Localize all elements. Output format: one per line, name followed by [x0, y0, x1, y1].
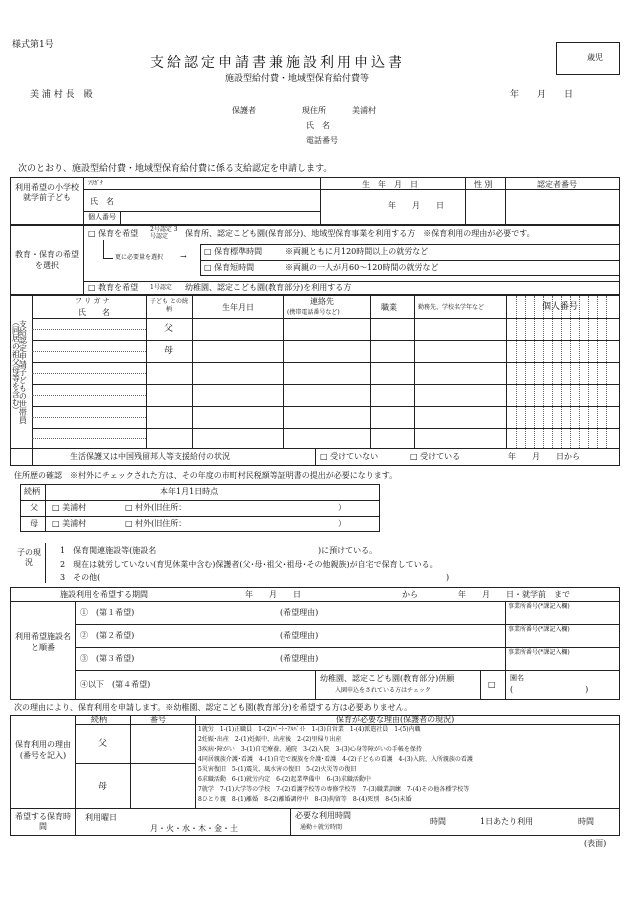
- need-hours[interactable]: 時間: [430, 817, 446, 826]
- reason-father-number-input[interactable]: [131, 725, 195, 763]
- reason-1: (希望理由): [280, 608, 319, 617]
- col-relation: 子ども との続柄: [150, 298, 188, 313]
- kinder-name-input[interactable]: ( ): [510, 685, 589, 694]
- child-name-label: 氏 名: [90, 197, 114, 206]
- standard-note: ※両親ともに月120時間以上の就労など: [285, 247, 429, 256]
- current-label: 子の現況: [17, 548, 41, 568]
- edu-type: 1号認定: [150, 284, 172, 291]
- reason-2: (希望理由): [280, 631, 319, 640]
- col-job: 職業: [381, 303, 397, 312]
- household-side-label-2: （同居の祖父母等を含む）: [11, 318, 21, 414]
- col-name: 氏 名: [78, 308, 110, 317]
- address-value[interactable]: 美浦村: [352, 106, 376, 115]
- address-label: 現住所: [302, 106, 326, 115]
- reason-father: 父: [98, 739, 108, 749]
- reason-col-number: 番号: [150, 715, 166, 724]
- col-contact: 連絡先: [310, 297, 334, 306]
- kinder-sub: 入園申込をされている方はチェック: [335, 687, 431, 694]
- reason-line: 6求職活動 6-(1)就労内定 6-(2)起業準備中 6-(3)求職活動中: [198, 776, 371, 783]
- sex-label: 性 別: [474, 180, 493, 189]
- col-personal-id: 個人番号: [542, 302, 579, 312]
- application-date[interactable]: 年 月 日: [510, 90, 574, 100]
- edu-desc: 幼稚園、認定こども園(教育部分)を利用する方: [185, 283, 352, 292]
- mother-out-village-checkbox[interactable]: □ 村外(旧住所：: [125, 519, 187, 528]
- care-desc: 保育所、認定こども園(保育部分)、地域型保育事業を利用する方 ※保育利用の理由が必要です。: [185, 229, 535, 238]
- facility-choice-4[interactable]: ④以下 (第４希望): [80, 680, 151, 689]
- care-type: 2号認定 3号認定: [150, 226, 178, 241]
- father-in-village-checkbox[interactable]: □ 美浦村: [52, 503, 87, 512]
- col-furigana: フ リ ガ ナ: [75, 297, 110, 305]
- facility-label: 利用希望施設名と順番: [15, 632, 71, 652]
- guardian-label: 保護者: [232, 106, 256, 115]
- household-table: [10, 295, 620, 466]
- reason-line: 8ひとり親 8-(1)離婚 8-(2)離婚調停中 8-(3)拘留等 8-(4)死別 8-(5)未婚: [198, 796, 412, 803]
- office-no-1: 事業所番号(*課記入欄): [508, 603, 570, 610]
- period-label: 施設利用を希望する期間: [60, 590, 148, 599]
- residence-col-relation: 続柄: [24, 487, 40, 496]
- child-id-label: 個人番号: [88, 213, 116, 221]
- welfare-no-checkbox[interactable]: □ 受けていない: [320, 452, 379, 461]
- short-time-checkbox[interactable]: □ 保育短時間: [204, 263, 255, 272]
- period-to[interactable]: 年 月 日・就学前 まで: [458, 590, 570, 599]
- residence-mother: 母: [30, 519, 38, 528]
- residence-father: 父: [30, 503, 38, 512]
- need-label: 必要な利用時間: [295, 811, 351, 820]
- kinder-checkbox[interactable]: □: [488, 680, 496, 689]
- relation-mother: 母: [164, 346, 174, 356]
- current-item-2[interactable]: 2 現在は就労していない(育児休業中含む)保護者(父･母･祖父･祖母･その他親族)が自宅で保育している。: [60, 560, 438, 569]
- birth-input[interactable]: 年 月 日: [388, 201, 444, 210]
- reason-col-relation: 続柄: [91, 715, 107, 724]
- welfare-date[interactable]: 年 月 日から: [508, 452, 580, 461]
- reason-col-reason: 保育が必要な理由(保護者の現況): [336, 715, 455, 724]
- reason-3: (希望理由): [280, 654, 319, 663]
- per-day-label: 1日あたり利用: [480, 817, 534, 826]
- short-note: ※両親の一人が月60～120時間の就労など: [285, 263, 439, 272]
- guardian-name-label: 氏 名: [306, 121, 330, 130]
- reason-line: 3疾病･障がい 3-(1)自宅療養、通院 3-(2)入院 3-(3)心身等障がいの手帳を保持: [198, 746, 422, 753]
- intro-text: 次のとおり、施設型給付費・地域型保育給付費に係る支給認定を申請します。: [18, 164, 333, 174]
- child-id-input[interactable]: [121, 212, 320, 225]
- current-item-1[interactable]: 1 保育関連施設等(施設名: [60, 546, 157, 555]
- reason-line: 2妊娠･出産 2-(1)妊娠中、出産後 2-(2)里帰り出産: [198, 736, 342, 743]
- col-birth: 生年月日: [222, 303, 254, 312]
- select-note: 更に必要量を選択: [115, 254, 164, 261]
- facility-choice-1[interactable]: ① (第１希望): [80, 608, 135, 617]
- father-out-village-checkbox[interactable]: □ 村外(旧住所：: [125, 503, 187, 512]
- reason-intro: 次の理由により、保育利用を申請します。※幼稚園、認定こども園(教育部分)を希望する方は必要ありません。: [14, 703, 413, 712]
- facility-choice-2[interactable]: ② (第２希望): [80, 631, 135, 640]
- addressee: 美 浦 村 長 殿: [30, 90, 93, 100]
- care-checkbox[interactable]: □ 保育を希望: [88, 229, 139, 238]
- time-label: 希望する保育時間: [15, 812, 71, 832]
- edu-checkbox[interactable]: □ 教育を希望: [88, 283, 139, 292]
- birth-label: 生 年 月 日: [362, 180, 418, 189]
- choice-label: 教育・保育の希望を選択: [15, 250, 79, 270]
- kinder-label: 幼稚園、認定こども園(教育部分)併願: [320, 674, 455, 683]
- residence-note: 住所歴の確認 ※村外にチェックされた方は、その年度の市町村民税額等証明書の提出が必要になります。: [14, 471, 398, 480]
- office-no-2: 事業所番号(*課記入欄): [508, 626, 570, 633]
- welfare-yes-checkbox[interactable]: □ 受けている: [410, 452, 461, 461]
- form-number: 様式第1号: [12, 40, 54, 50]
- furigana-label: ﾌﾘｶﾞﾅ: [88, 180, 104, 187]
- standard-time-checkbox[interactable]: □ 保育標準時間: [204, 247, 263, 256]
- reason-mother-number-input[interactable]: [131, 764, 195, 809]
- page-title: 支給認定申請書兼施設利用申込書: [150, 55, 405, 71]
- office-no-3: 事業所番号(*課記入欄): [508, 649, 570, 656]
- col-contact-sub: (携帯電話番号など): [287, 309, 340, 316]
- page-subtitle: 施設型給付費・地域型保育給付費等: [225, 74, 370, 84]
- cert-no-label: 認定者番号: [537, 180, 577, 189]
- weekday-label: 利用曜日: [85, 813, 117, 822]
- reason-line: 4同居親族介護･看護 4-(1)自宅で親族を介護･看護 4-(2)子どもの看護 4-(3)入院、入所親族の看護: [198, 756, 473, 763]
- period-from[interactable]: 年 月 日: [245, 590, 301, 599]
- residence-col-date: 本年1月1日時点: [160, 487, 219, 496]
- current-item-3[interactable]: 3 その他(: [60, 573, 101, 582]
- facility-choice-3[interactable]: ③ (第３希望): [80, 654, 135, 663]
- relation-father: 父: [164, 324, 174, 334]
- welfare-label: 生活保護又は中国残留邦人等支援給付の状況: [70, 452, 230, 461]
- need-sub: 通勤＋就労時間: [300, 824, 343, 831]
- kinder-name-label: 園名: [510, 674, 524, 682]
- weekday-select[interactable]: 月・火・水・木・金・土: [150, 824, 238, 833]
- reason-label: 保育利用の理由(番号を記入): [15, 740, 71, 760]
- phone-label: 電話番号: [306, 136, 338, 145]
- page-side-label: (表面): [584, 839, 607, 848]
- mother-in-village-checkbox[interactable]: □ 美浦村: [52, 519, 87, 528]
- col-workplace: 勤務先、学校名学年など: [418, 304, 485, 311]
- per-day-hours[interactable]: 時間: [578, 817, 594, 826]
- household-side-label-1: 支給認定申請子どもの世帯員: [18, 320, 28, 424]
- age-box[interactable]: 歳児: [556, 42, 620, 75]
- reason-line: 5災害復旧 5-(1)震災、風水害の復旧 5-(2)火災等の復旧: [198, 766, 357, 773]
- reason-line: 7就学 7-(1)大学等の学校 7-(2)看護学校等の専修学校等 7-(3)職業訓練 7-(4)その他各種学校等: [198, 786, 470, 793]
- reason-mother: 母: [98, 782, 108, 792]
- applicant-label: 利用希望の小学校就学前子ども: [15, 183, 79, 202]
- reason-line: 1就労 1-(1)正職員 1-(2)ﾊﾟｰﾄ･ｱﾙﾊﾞｲﾄ 1-(3)自営業 1-(4)派遣社員 1-(5)内職: [198, 726, 421, 733]
